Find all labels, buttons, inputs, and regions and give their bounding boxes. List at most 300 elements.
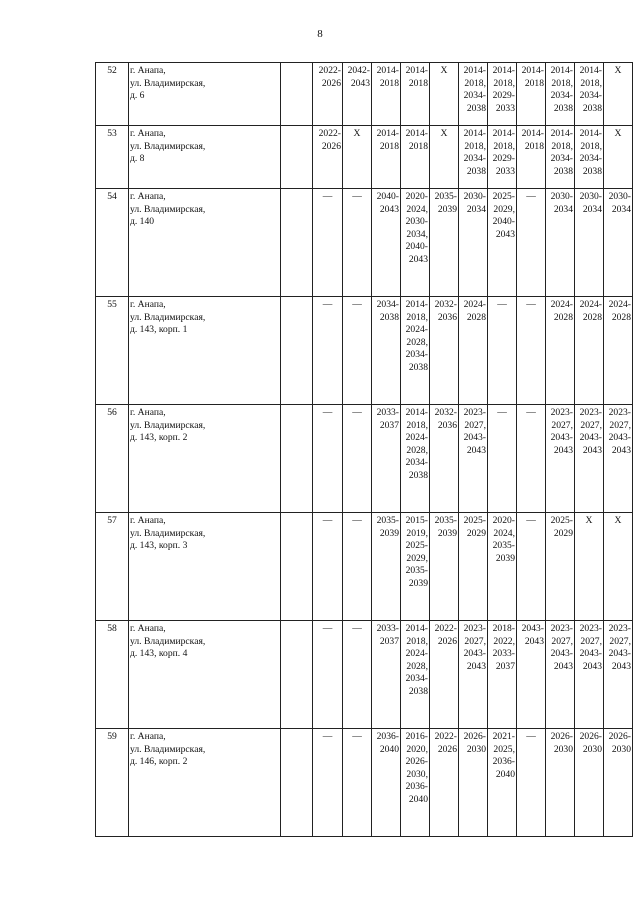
cell-line: 2026-: [405, 756, 428, 768]
cell-line: 2023-: [463, 623, 486, 634]
cell-line: 2040-: [376, 191, 399, 202]
cell-line: —: [322, 191, 333, 202]
cell-line: 2016-: [405, 731, 428, 742]
period-cell: [459, 405, 488, 513]
period-cell: [604, 621, 633, 729]
mark-cell: [343, 513, 372, 621]
cell-line: X: [585, 515, 593, 526]
cell-line: 2028: [553, 311, 573, 323]
cell-line: 2014-: [521, 128, 544, 139]
mark-cell: [517, 405, 546, 513]
cell-line: 2018: [524, 140, 544, 152]
cell-line: 2040: [495, 768, 515, 780]
cell-line: 2028: [466, 311, 486, 323]
mark-cell: [517, 729, 546, 837]
cell-line: 2028,: [406, 336, 428, 348]
cell-line: 2030,: [406, 768, 428, 780]
period-cell: [401, 189, 430, 297]
cell-line: 2023-: [550, 623, 573, 634]
cell-line: 2024,: [406, 203, 428, 215]
address-line: д. 143, корп. 3: [130, 540, 188, 552]
cell-line: 2026-: [550, 731, 573, 742]
cell-line: —: [322, 623, 333, 634]
cell-line: 2033-: [376, 407, 399, 418]
mark-cell: [343, 405, 372, 513]
cell-line: 2036: [437, 419, 457, 431]
cell-line: 2035-: [492, 540, 515, 552]
address-line: д. 140: [130, 216, 155, 228]
address-line: г. Анапа,: [130, 515, 166, 526]
empty-cell: [281, 405, 313, 513]
address-line: д. 6: [130, 90, 145, 102]
mark-cell: [313, 513, 343, 621]
cell-line: 2038: [466, 165, 486, 177]
cell-line: X: [614, 128, 622, 139]
cell-line: 2025,: [493, 743, 515, 755]
cell-line: 2034: [611, 203, 631, 215]
address-cell: [129, 189, 281, 297]
address-line: ул. Владимирская,: [130, 140, 206, 152]
cell-line: 2036-: [492, 756, 515, 768]
cell-line: 2032-: [434, 299, 457, 310]
period-cell: [546, 729, 575, 837]
cell-line: 2023-: [608, 407, 631, 418]
period-cell: [343, 63, 372, 126]
empty-cell: [281, 513, 313, 621]
cell-line: 2034-: [550, 153, 573, 165]
cell-line: 2014-: [376, 128, 399, 139]
mark-cell: [313, 405, 343, 513]
cell-line: 2018,: [580, 77, 602, 89]
cell-line: 2038: [582, 165, 602, 177]
cell-line: 2043: [466, 444, 486, 456]
address-line: ул. Владимирская,: [130, 203, 206, 215]
address-line: д. 143, корп. 2: [130, 432, 188, 444]
cell-line: 2024-: [405, 648, 428, 660]
cell-line: X: [614, 515, 622, 526]
cell-line: 2027,: [609, 419, 631, 431]
period-cell: [604, 405, 633, 513]
cell-line: 2027,: [464, 635, 486, 647]
cell-line: 2030: [553, 743, 573, 755]
cell-line: 2024-: [405, 324, 428, 336]
cell-line: 2043-: [579, 648, 602, 660]
period-cell: [546, 513, 575, 621]
cell-line: 2043-: [550, 648, 573, 660]
cell-line: 2022-: [434, 623, 457, 634]
cell-line: 2036-: [376, 731, 399, 742]
period-cell: [488, 63, 517, 126]
cell-line: 2043-: [463, 432, 486, 444]
cell-line: 2014-: [521, 65, 544, 76]
period-cell: [401, 513, 430, 621]
cell-line: 2018,: [406, 419, 428, 431]
address-line: д. 146, корп. 2: [130, 756, 188, 768]
cell-line: 2034-: [463, 90, 486, 102]
cell-line: 2034: [466, 203, 486, 215]
row-number: 57: [96, 513, 129, 621]
address-line: г. Анапа,: [130, 731, 166, 742]
cell-line: 2024-: [463, 299, 486, 310]
cell-line: 2024-: [579, 299, 602, 310]
cell-line: 2037: [495, 660, 515, 672]
cell-line: 2033-: [492, 648, 515, 660]
cell-line: 2027,: [580, 419, 602, 431]
mark-cell: [604, 513, 633, 621]
cell-line: 2018,: [493, 140, 515, 152]
cell-line: 2025-: [492, 191, 515, 202]
cell-line: 2028,: [406, 444, 428, 456]
page-number: 8: [317, 28, 323, 40]
cell-line: 2014-: [492, 128, 515, 139]
period-cell: [488, 621, 517, 729]
cell-line: 2032-: [434, 407, 457, 418]
cell-line: 2029-: [492, 153, 515, 165]
cell-line: 2034-: [579, 153, 602, 165]
cell-line: 2026: [437, 635, 457, 647]
cell-line: 2039: [379, 527, 399, 539]
mark-cell: [517, 513, 546, 621]
mark-cell: [313, 297, 343, 405]
cell-line: 2014-: [579, 65, 602, 76]
cell-line: 2018,: [406, 635, 428, 647]
cell-line: 2015-: [405, 515, 428, 526]
cell-line: 2024-: [550, 299, 573, 310]
period-cell: [401, 405, 430, 513]
address-line: ул. Владимирская,: [130, 77, 206, 89]
cell-line: 2021-: [492, 731, 515, 742]
mark-cell: [343, 126, 372, 189]
table-row: [96, 405, 633, 513]
cell-line: 2018: [524, 77, 544, 89]
cell-line: 2037: [379, 419, 399, 431]
cell-line: 2027,: [609, 635, 631, 647]
row-number: 53: [96, 126, 129, 189]
period-cell: [546, 621, 575, 729]
cell-line: —: [526, 191, 536, 202]
cell-line: 2043: [611, 660, 631, 672]
mark-cell: [604, 126, 633, 189]
cell-line: 2030: [466, 743, 486, 755]
cell-line: 2030: [611, 743, 631, 755]
cell-line: 2034: [553, 203, 573, 215]
cell-line: X: [440, 65, 448, 76]
empty-cell: [281, 189, 313, 297]
cell-line: 2030: [582, 743, 602, 755]
cell-line: 2030-: [608, 191, 631, 202]
row-number: 58: [96, 621, 129, 729]
mark-cell: [430, 126, 459, 189]
cell-line: 2018: [408, 140, 428, 152]
address-cell: [129, 621, 281, 729]
cell-line: 2026: [437, 743, 457, 755]
cell-line: —: [352, 407, 362, 418]
cell-line: 2022-: [318, 65, 341, 76]
cell-line: 2036: [437, 311, 457, 323]
address-line: д. 143, корп. 1: [130, 324, 188, 336]
cell-line: 2037: [379, 635, 399, 647]
period-cell: [459, 621, 488, 729]
cell-line: 2019,: [406, 527, 428, 539]
address-line: г. Анапа,: [130, 407, 166, 418]
period-cell: [401, 729, 430, 837]
cell-line: 2038: [466, 102, 486, 114]
cell-line: 2018,: [493, 77, 515, 89]
cell-line: 2014-: [463, 65, 486, 76]
cell-line: 2043: [408, 253, 428, 265]
mark-cell: [517, 297, 546, 405]
mark-cell: [604, 63, 633, 126]
period-cell: [459, 126, 488, 189]
cell-line: 2024-: [405, 432, 428, 444]
mark-cell: [343, 729, 372, 837]
mark-cell: [575, 513, 604, 621]
cell-line: 2018,: [551, 77, 573, 89]
cell-line: 2043-: [521, 623, 544, 634]
mark-cell: [313, 729, 343, 837]
cell-line: 2014-: [405, 128, 428, 139]
cell-line: 2018,: [464, 140, 486, 152]
cell-line: 2018,: [406, 311, 428, 323]
mark-cell: [343, 621, 372, 729]
cell-line: 2026: [321, 140, 341, 152]
address-cell: [129, 126, 281, 189]
period-cell: [546, 405, 575, 513]
cell-line: 2030-: [579, 191, 602, 202]
cell-line: 2043: [379, 203, 399, 215]
address-line: ул. Владимирская,: [130, 743, 206, 755]
cell-line: —: [526, 407, 536, 418]
cell-line: 2033: [495, 102, 515, 114]
cell-line: 2023-: [608, 623, 631, 634]
cell-line: 2039: [437, 203, 457, 215]
cell-line: 2014-: [550, 65, 573, 76]
cell-line: 2034-: [376, 299, 399, 310]
cell-line: 2023-: [579, 623, 602, 634]
cell-line: 2028: [611, 311, 631, 323]
cell-line: 2043-: [550, 432, 573, 444]
cell-line: 2018-: [492, 623, 515, 634]
cell-line: 2030-: [550, 191, 573, 202]
period-cell: [546, 297, 575, 405]
period-cell: [575, 189, 604, 297]
cell-line: 2039: [437, 527, 457, 539]
table-row: [96, 729, 633, 837]
cell-line: 2043-: [608, 432, 631, 444]
period-cell: [372, 729, 401, 837]
empty-cell: [281, 729, 313, 837]
table-row: [96, 297, 633, 405]
cell-line: 2022-: [318, 128, 341, 139]
period-cell: [604, 729, 633, 837]
cell-line: —: [352, 515, 362, 526]
period-cell: [575, 63, 604, 126]
cell-line: 2028: [582, 311, 602, 323]
cell-line: 2014-: [492, 65, 515, 76]
table-row: [96, 513, 633, 621]
cell-line: 2025-: [550, 515, 573, 526]
cell-line: 2043: [611, 444, 631, 456]
cell-line: —: [352, 299, 362, 310]
cell-line: 2034: [582, 203, 602, 215]
cell-line: 2014-: [405, 299, 428, 310]
cell-line: 2030-: [463, 191, 486, 202]
cell-line: 2043: [495, 228, 515, 240]
cell-line: —: [497, 299, 507, 310]
cell-line: 2027,: [551, 419, 573, 431]
cell-line: 2040: [379, 743, 399, 755]
empty-cell: [281, 126, 313, 189]
cell-line: 2038: [553, 165, 573, 177]
period-cell: [430, 189, 459, 297]
cell-line: 2014-: [405, 65, 428, 76]
cell-line: 2033-: [376, 623, 399, 634]
cell-line: 2038: [553, 102, 573, 114]
cell-line: 2034,: [406, 228, 428, 240]
cell-line: 2025-: [463, 515, 486, 526]
cell-line: 2018,: [464, 77, 486, 89]
cell-line: —: [322, 515, 333, 526]
period-cell: [430, 513, 459, 621]
address-line: г. Анапа,: [130, 299, 166, 310]
period-cell: [401, 63, 430, 126]
cell-line: 2029-: [492, 90, 515, 102]
empty-cell: [281, 621, 313, 729]
cell-line: 2040-: [492, 216, 515, 228]
period-cell: [575, 729, 604, 837]
cell-line: 2035-: [376, 515, 399, 526]
cell-line: 2039: [495, 552, 515, 564]
cell-line: 2035-: [405, 565, 428, 577]
cell-line: 2026-: [463, 731, 486, 742]
empty-cell: [281, 297, 313, 405]
period-cell: [430, 405, 459, 513]
period-cell: [459, 297, 488, 405]
period-cell: [372, 297, 401, 405]
cell-line: 2014-: [405, 407, 428, 418]
cell-line: 2043: [553, 660, 573, 672]
cell-line: X: [614, 65, 622, 76]
period-cell: [575, 126, 604, 189]
cell-line: 2035-: [434, 191, 457, 202]
period-cell: [517, 63, 546, 126]
period-cell: [372, 513, 401, 621]
cell-line: 2014-: [463, 128, 486, 139]
cell-line: 2036-: [405, 781, 428, 793]
period-cell: [459, 513, 488, 621]
cell-line: 2033: [495, 165, 515, 177]
cell-line: 2023-: [579, 407, 602, 418]
cell-line: 2035-: [434, 515, 457, 526]
period-cell: [401, 621, 430, 729]
period-cell: [401, 297, 430, 405]
period-cell: [546, 63, 575, 126]
address-line: д. 143, корп. 4: [130, 648, 188, 660]
period-cell: [459, 189, 488, 297]
address-line: г. Анапа,: [130, 128, 166, 139]
cell-line: 2014-: [579, 128, 602, 139]
period-cell: [372, 405, 401, 513]
cell-line: 2018,: [580, 140, 602, 152]
address-line: д. 8: [130, 153, 145, 165]
period-cell: [575, 297, 604, 405]
period-cell: [604, 297, 633, 405]
cell-line: 2043-: [579, 432, 602, 444]
cell-line: 2029: [553, 527, 573, 539]
cell-line: —: [526, 731, 536, 742]
period-cell: [313, 63, 343, 126]
cell-line: 2038: [379, 311, 399, 323]
cell-line: 2034-: [405, 457, 428, 469]
period-cell: [575, 405, 604, 513]
period-cell: [546, 126, 575, 189]
cell-line: 2034-: [463, 153, 486, 165]
table-row: [96, 189, 633, 297]
cell-line: 2034-: [579, 90, 602, 102]
cell-line: 2042-: [347, 65, 370, 76]
cell-line: —: [322, 731, 333, 742]
period-cell: [372, 621, 401, 729]
address-line: г. Анапа,: [130, 65, 166, 76]
cell-line: 2024,: [493, 527, 515, 539]
cell-line: 2038: [408, 685, 428, 697]
period-cell: [488, 126, 517, 189]
cell-line: 2025-: [405, 540, 428, 552]
mark-cell: [430, 63, 459, 126]
cell-line: 2023-: [550, 407, 573, 418]
table-row: [96, 63, 633, 126]
cell-line: 2027,: [464, 419, 486, 431]
cell-line: 2034-: [550, 90, 573, 102]
period-cell: [372, 63, 401, 126]
address-cell: [129, 63, 281, 126]
period-cell: [488, 729, 517, 837]
cell-line: 2018: [379, 77, 399, 89]
mark-cell: [313, 189, 343, 297]
cell-line: 2014-: [376, 65, 399, 76]
period-cell: [430, 297, 459, 405]
cell-line: 2030-: [405, 216, 428, 228]
address-cell: [129, 513, 281, 621]
cell-line: —: [322, 407, 333, 418]
period-cell: [517, 621, 546, 729]
cell-line: 2023-: [463, 407, 486, 418]
empty-cell: [281, 63, 313, 126]
repair-schedule-table: [95, 62, 633, 837]
table-row: [96, 621, 633, 729]
period-cell: [517, 126, 546, 189]
cell-line: 2014-: [405, 623, 428, 634]
cell-line: 2027,: [551, 635, 573, 647]
address-cell: [129, 729, 281, 837]
cell-line: 2043: [553, 444, 573, 456]
cell-line: 2043: [582, 444, 602, 456]
cell-line: X: [440, 128, 448, 139]
period-cell: [459, 729, 488, 837]
mark-cell: [517, 189, 546, 297]
cell-line: 2038: [408, 469, 428, 481]
period-cell: [604, 189, 633, 297]
cell-line: 2029,: [493, 203, 515, 215]
mark-cell: [313, 621, 343, 729]
address-line: ул. Владимирская,: [130, 419, 206, 431]
address-cell: [129, 297, 281, 405]
period-cell: [546, 189, 575, 297]
cell-line: 2018: [408, 77, 428, 89]
cell-line: 2020-: [492, 515, 515, 526]
mark-cell: [343, 297, 372, 405]
address-line: ул. Владимирская,: [130, 311, 206, 323]
